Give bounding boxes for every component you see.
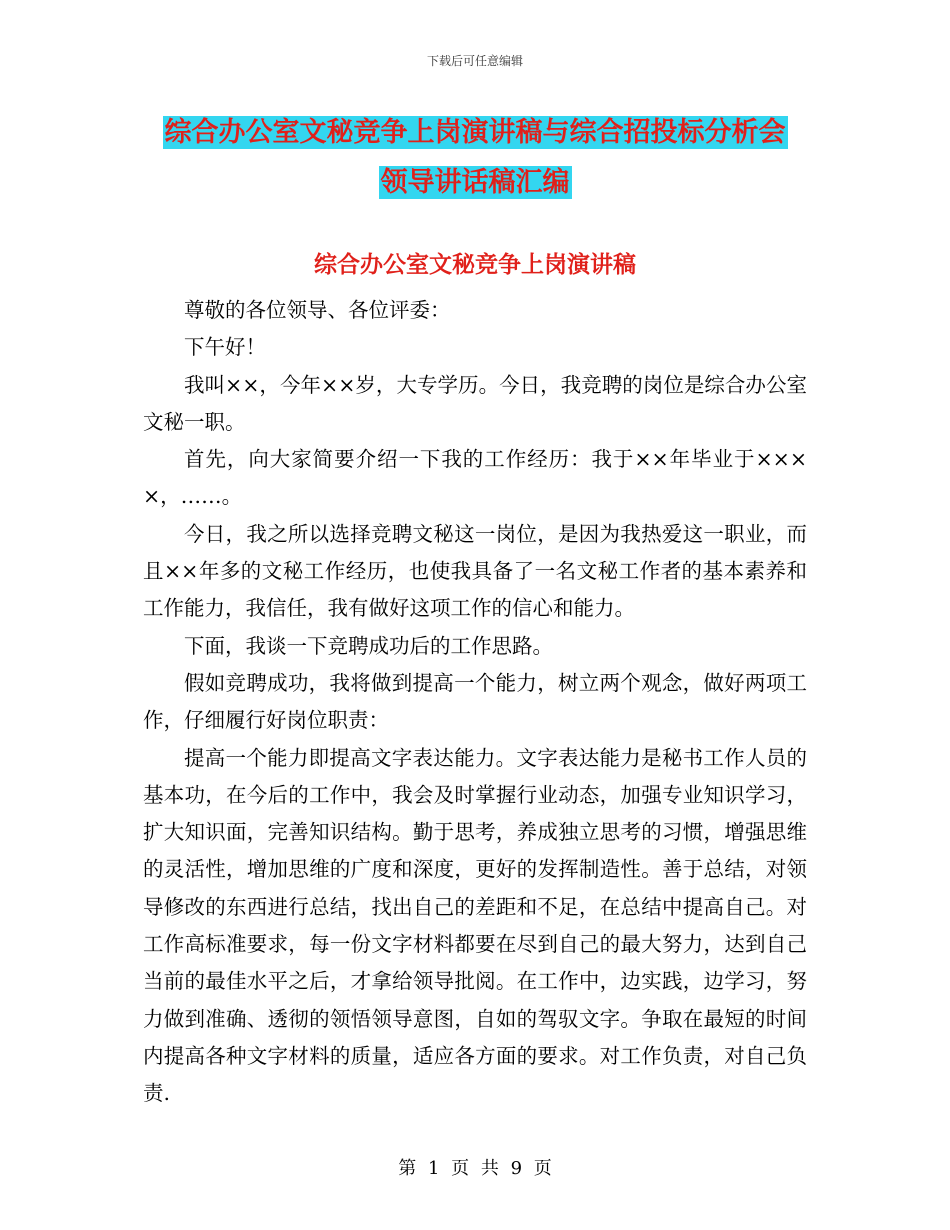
- document-body: [143, 292, 807, 1113]
- paragraph: 假如竞聘成功，我将做到提高一个能力，树立两个观念，做好两项工作，仔细履行好岗位职责：: [143, 670, 807, 733]
- paragraph: 提高一个能力即提高文字表达能力。文字表达能力是秘书工作人员的基本功，在今后的工作中，我会及时掌握行业动态，加强专业知识学习，扩大知识面，完善知识结构。勤于思考，养成独立思考的习惯，增强思维的灵活性，增加思维的广度和深度，更好的发挥制造性。善于总结，对领导修改的东西进行总结，找出自己的差距和不足，在总结中提高自己。对工作高标准要求，每一份文字材料都要在尽到自己的最大努力，达到自己当前的最佳水平之后，才拿给领导批阅。在工作中，边实践，边学习，努力做到准确、透彻的领悟领导意图，自如的驾驭文字。争取在最短的时间内提高各种文字材料的质量，适应各方面的要求。对工作负责，对自己负责.: [143, 745, 807, 1106]
- page-header-note: 下载后可任意编辑: [426, 54, 523, 68]
- paragraph: 我叫××，今年××岁，大专学历。今日，我竞聘的岗位是综合办公室文秘一职。: [143, 372, 807, 434]
- paragraph: 首先，向大家简要介绍一下我的工作经历：我于××年毕业于××××，……。: [143, 447, 807, 509]
- paragraph-salutation: 尊敬的各位领导、各位评委：: [184, 298, 451, 322]
- paragraph: 今日，我之所以选择竞聘文秘这一岗位，是因为我热爱这一职业，而且××年多的文秘工作经历，也使我具备了一名文秘工作者的基本素养和工作能力，我信任，我有做好这项工作的信心和能力。: [143, 521, 807, 621]
- document-title: [0, 108, 950, 208]
- paragraph: 下面，我谈一下竞聘成功后的工作思路。: [184, 633, 553, 658]
- document-title-line-2: [0, 158, 950, 208]
- title-highlight: 领导讲话稿汇编: [380, 167, 570, 198]
- paragraph-greeting: 下午好！: [184, 335, 266, 360]
- title-highlight: 综合办公室文秘竞争上岗演讲稿与综合招投标分析会: [164, 117, 786, 148]
- page-number: 第 1 页 共 9 页: [398, 1158, 552, 1179]
- section-title: 综合办公室文秘竞争上岗演讲稿: [314, 251, 636, 278]
- document-title-line-1: [0, 108, 950, 158]
